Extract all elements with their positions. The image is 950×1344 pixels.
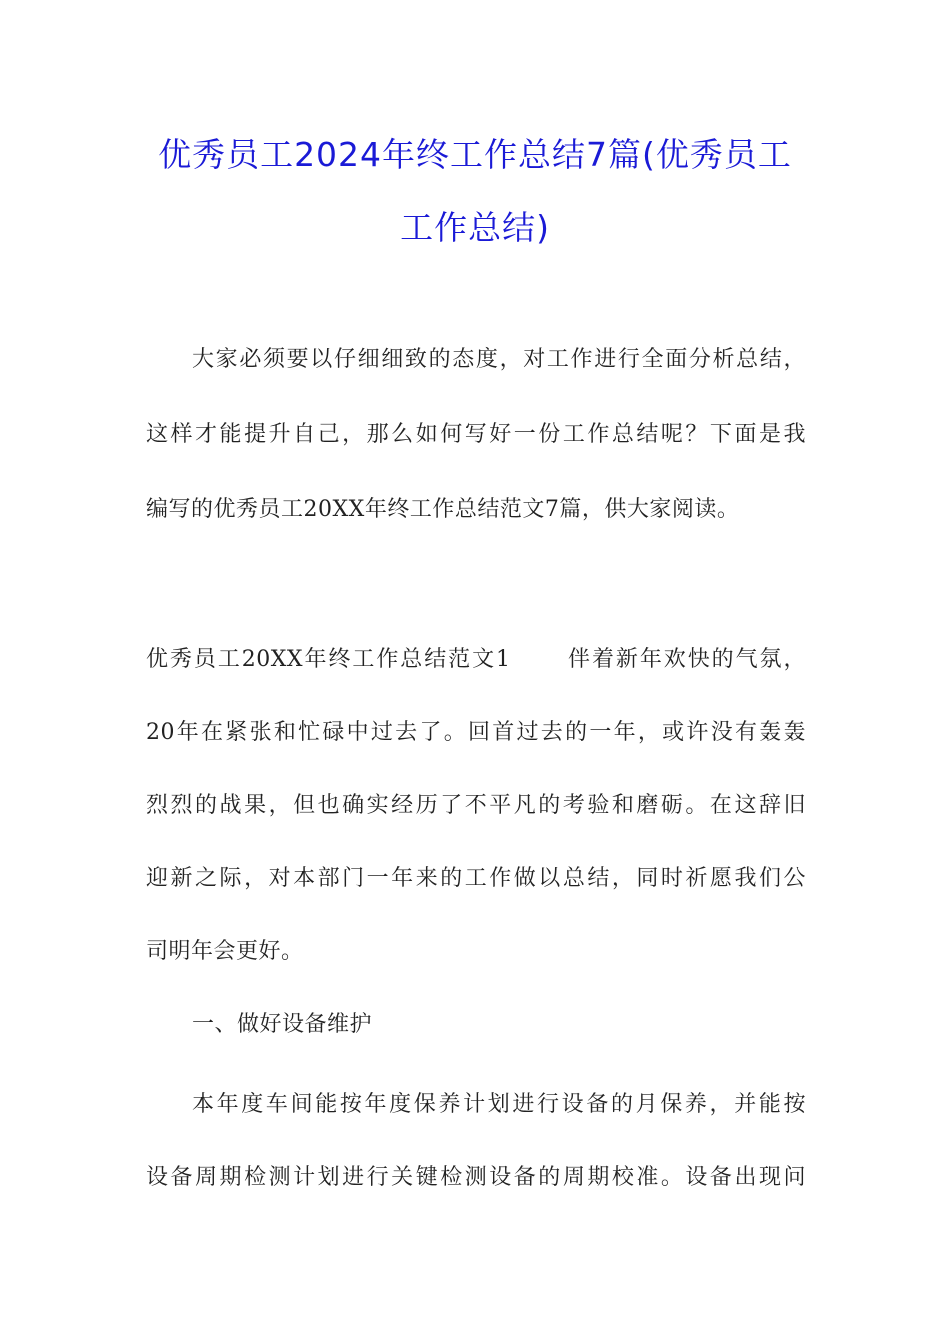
section1-line-3: 烈烈的战果，但也确实经历了不平凡的考验和磨砺。在这辞旧 [146, 793, 806, 818]
para2-line-1: 本年度车间能按年度保养计划进行设备的月保养，并能按 [192, 1092, 806, 1117]
para2-line-2: 设备周期检测计划进行关键检测设备的周期校准。设备出现问 [146, 1165, 806, 1190]
section1-first-line [146, 645, 806, 675]
section1-line-4: 迎新之际，对本部门一年来的工作做以总结，同时祈愿我们公 [146, 866, 806, 891]
intro-line-1: 大家必须要以仔细细致的态度，对工作进行全面分析总结， [192, 347, 806, 372]
document-title-line-1: 优秀员工2024年终工作总结7篇(优秀员工 [158, 135, 792, 174]
document-title-line-2: 工作总结) [400, 208, 550, 247]
section1-first-line-text: 伴着新年欢快的气氛， [566, 647, 806, 672]
intro-line-2: 这样才能提升自己，那么如何写好一份工作总结呢？下面是我 [146, 422, 806, 447]
section1-heading: 优秀员工20XX年终工作总结范文1 [146, 647, 511, 672]
section1-line-2: 20年在紧张和忙碌中过去了。回首过去的一年，或许没有轰轰 [146, 720, 806, 745]
section1-line-5: 司明年会更好。 [146, 939, 304, 964]
section1-subheading: 一、做好设备维护 [192, 1012, 373, 1037]
intro-line-3: 编写的优秀员工20XX年终工作总结范文7篇，供大家阅读。 [146, 497, 740, 522]
